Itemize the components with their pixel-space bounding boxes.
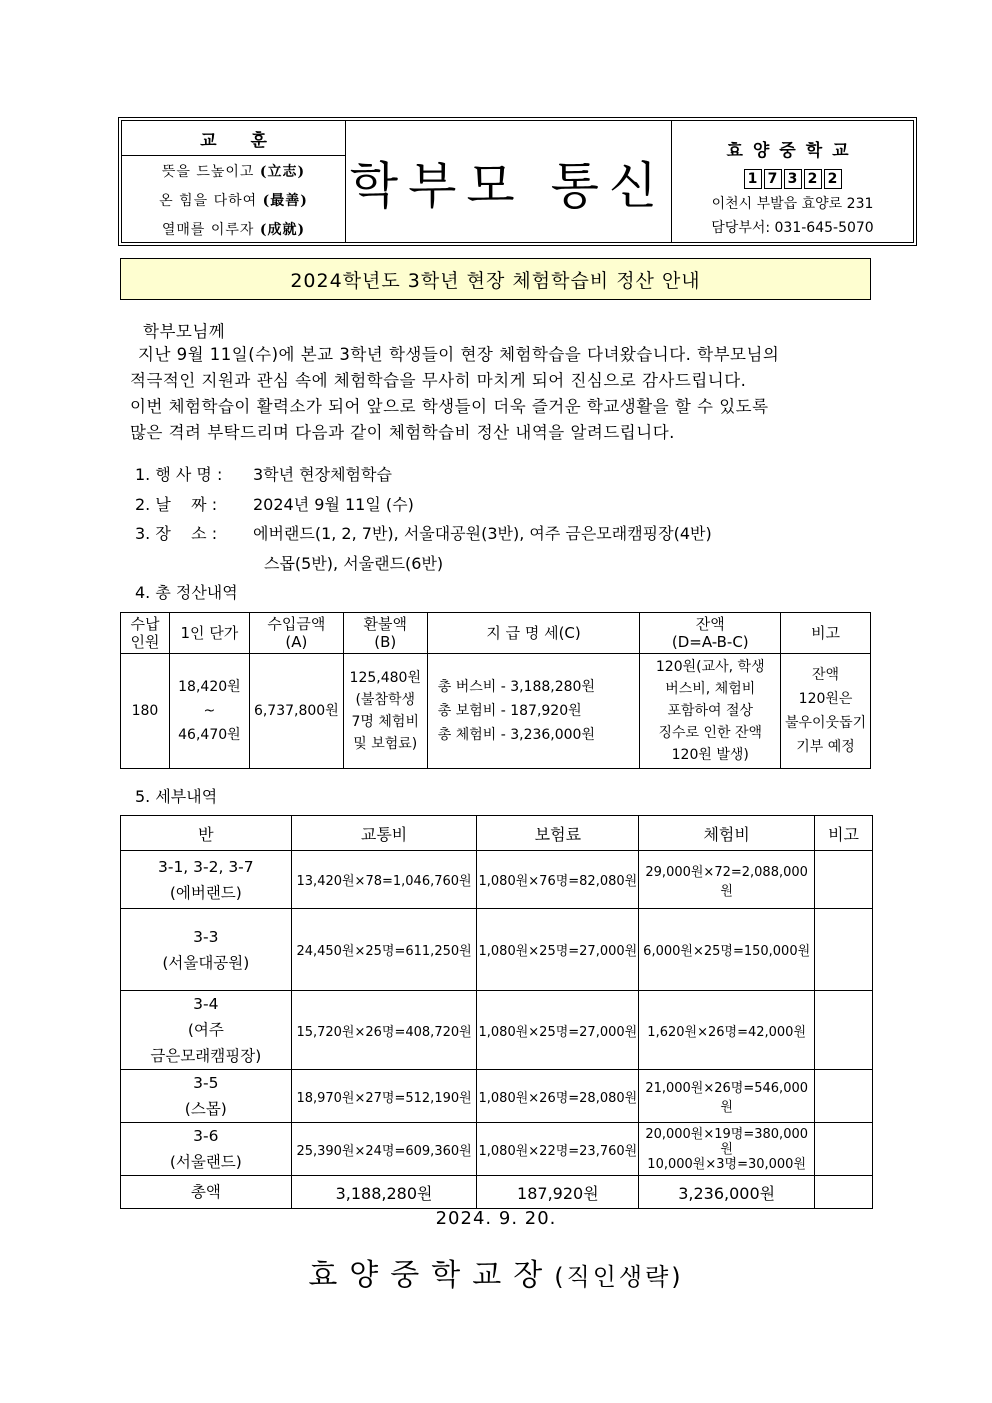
section-total-heading: 4. 총 정산내역 <box>135 583 238 602</box>
class-cell: 3-3 (서울대공원) <box>121 909 292 991</box>
body-line-2: 적극적인 지원과 관심 속에 체험학습을 무사히 마치게 되어 진심으로 감사드립니다. <box>130 371 747 390</box>
motto-text: 열매를 이루자 <box>161 221 255 238</box>
experience-cell: 21,000원×26명=546,000원 <box>639 1070 815 1123</box>
experience-cell: 6,000원×25명=150,000원 <box>639 909 815 991</box>
col-header: 비고 <box>781 613 871 654</box>
students-count: 180 <box>121 654 170 769</box>
summary-data-row <box>121 654 871 769</box>
total-experience: 3,236,000원 <box>639 1176 815 1209</box>
total-row <box>121 1176 873 1209</box>
transport-cell: 25,390원×24명=609,360원 <box>291 1123 477 1176</box>
table-row <box>121 909 873 991</box>
remark: 잔액 120원은 불우이웃돕기 기부 예정 <box>781 654 871 769</box>
school-name: 효양중학교 <box>726 141 859 161</box>
col-header: 반 <box>121 816 292 851</box>
experience-cell: 29,000원×72=2,088,000원 <box>639 851 815 909</box>
col-header: 교통비 <box>291 816 477 851</box>
newsletter-title: 학부모 통신 <box>349 156 668 215</box>
motto-text: 뜻을 드높이고 <box>161 163 255 180</box>
motto-line-2 <box>122 185 345 214</box>
transport-cell: 18,970원×27명=512,190원 <box>291 1070 477 1123</box>
section-detail-heading: 5. 세부내역 <box>135 787 218 806</box>
class-cell: 3-1, 3-2, 3-7 (에버랜드) <box>121 851 292 909</box>
table-row <box>121 991 873 1070</box>
col-header: 잔액 (D=A-B-C) <box>640 613 781 654</box>
greeting: 학부모님께 <box>143 322 226 341</box>
postcode-digit: 2 <box>804 169 822 189</box>
insurance-cell: 1,080원×25명=27,000원 <box>477 991 639 1070</box>
item-label: 2. 날 짜 : <box>135 495 218 514</box>
insurance-cell: 1,080원×76명=82,080원 <box>477 851 639 909</box>
signature-name: 효양중학교장 <box>308 1258 555 1293</box>
newsletter-header <box>118 117 917 246</box>
issue-date: 2024. 9. 20. <box>435 1208 557 1229</box>
experience-cell: 1,620원×26명=42,000원 <box>639 991 815 1070</box>
refund-amount: 125,480원 (불참학생 7명 체험비 및 보험료) <box>343 654 427 769</box>
note-cell <box>815 851 873 909</box>
col-header: 체험비 <box>639 816 815 851</box>
school-address: 이천시 부발읍 효양로 231 <box>711 196 874 212</box>
note-cell <box>815 909 873 991</box>
item-date <box>135 492 414 515</box>
unit-price: 18,420원 ~ 46,470원 <box>169 654 249 769</box>
motto-line-3 <box>122 214 345 243</box>
item-label: 3. 장 소 : <box>135 524 218 543</box>
school-phone: 담당부서: 031-645-5070 <box>711 220 874 236</box>
motto-line-1 <box>122 156 345 185</box>
body-line-1: 지난 9월 11일(수)에 본교 3학년 학생들이 현장 체험학습을 다녀왔습니다. 학부모님의 <box>138 345 780 364</box>
income-amount: 6,737,800원 <box>249 654 343 769</box>
item-place-continued: 스몹(5반), 서울랜드(6반) <box>264 554 444 573</box>
insurance-cell: 1,080원×26명=28,080원 <box>477 1070 639 1123</box>
header-inner-frame <box>121 120 914 243</box>
note-cell <box>815 991 873 1070</box>
school-info <box>672 121 913 242</box>
detail-header-row <box>121 816 873 851</box>
body-line-3: 이번 체험학습이 활력소가 되어 앞으로 학생들이 더욱 즐거운 학교생활을 할 수 있도록 <box>130 397 769 416</box>
postcode-digit: 3 <box>784 169 802 189</box>
notice-title: 2024학년도 3학년 현장 체험학습비 정산 안내 <box>120 258 871 300</box>
motto-hanja: (立志) <box>259 163 306 180</box>
col-header: 지 급 명 세(C) <box>427 613 640 654</box>
transport-cell: 24,450원×25명=611,250원 <box>291 909 477 991</box>
class-cell: 3-6 (서울랜드) <box>121 1123 292 1176</box>
col-header: 환불액 (B) <box>343 613 427 654</box>
title-cell <box>346 121 672 242</box>
note-cell <box>815 1070 873 1123</box>
col-header: 수입금액 (A) <box>249 613 343 654</box>
col-header: 수납 인원 <box>121 613 170 654</box>
table-row <box>121 851 873 909</box>
item-value: 3학년 현장체험학습 <box>253 465 392 484</box>
col-header: 1인 단가 <box>169 613 249 654</box>
item-value: 2024년 9월 11일 (수) <box>253 495 414 514</box>
postcode <box>672 169 913 189</box>
motto-text: 온 힘을 다하여 <box>159 192 258 209</box>
motto-title: 교 훈 <box>122 121 345 156</box>
total-transport: 3,188,280원 <box>291 1176 477 1209</box>
insurance-cell: 1,080원×22명=23,760원 <box>477 1123 639 1176</box>
class-cell: 3-4 (여주 금은모래캠핑장) <box>121 991 292 1070</box>
postcode-digit: 7 <box>764 169 782 189</box>
postcode-digit: 1 <box>744 169 762 189</box>
principal-signature <box>0 1250 992 1294</box>
body-line-4: 많은 격려 부탁드리며 다음과 같이 체험학습비 정산 내역을 알려드립니다. <box>130 423 675 442</box>
postcode-digit: 2 <box>824 169 842 189</box>
signature-note: (직인생략) <box>554 1263 684 1291</box>
item-value: 에버랜드(1, 2, 7반), 서울대공원(3반), 여주 금은모래캠핑장(4반) <box>253 524 712 543</box>
total-insurance: 187,920원 <box>477 1176 639 1209</box>
transport-cell: 15,720원×26명=408,720원 <box>291 991 477 1070</box>
experience-cell: 20,000원×19명=380,000원 10,000원×3명=30,000원 <box>639 1123 815 1176</box>
motto-hanja: (最善) <box>262 192 308 209</box>
transport-cell: 13,420원×78=1,046,760원 <box>291 851 477 909</box>
note-cell <box>815 1123 873 1176</box>
total-label: 총액 <box>121 1176 292 1209</box>
table-row <box>121 1070 873 1123</box>
payment-details: 총 버스비 - 3,188,280원 총 보험비 - 187,920원 총 체험비 - 3,236,000원 <box>427 654 640 769</box>
class-cell: 3-5 (스몹) <box>121 1070 292 1123</box>
table-row <box>121 1123 873 1176</box>
balance: 120원(교사, 학생 버스비, 체험비 포함하여 절상 징수로 인한 잔액 120원 발생) <box>640 654 781 769</box>
total-note <box>815 1176 873 1209</box>
col-header: 비고 <box>815 816 873 851</box>
item-place <box>135 521 712 544</box>
item-event <box>135 462 392 485</box>
col-header: 보험료 <box>477 816 639 851</box>
item-label: 1. 행 사 명 : <box>135 465 223 484</box>
motto-hanja: (成就) <box>259 221 306 238</box>
detail-table <box>120 815 873 1209</box>
insurance-cell: 1,080원×25명=27,000원 <box>477 909 639 991</box>
summary-table <box>120 612 871 769</box>
school-motto-box <box>122 121 346 242</box>
summary-header-row <box>121 613 871 654</box>
